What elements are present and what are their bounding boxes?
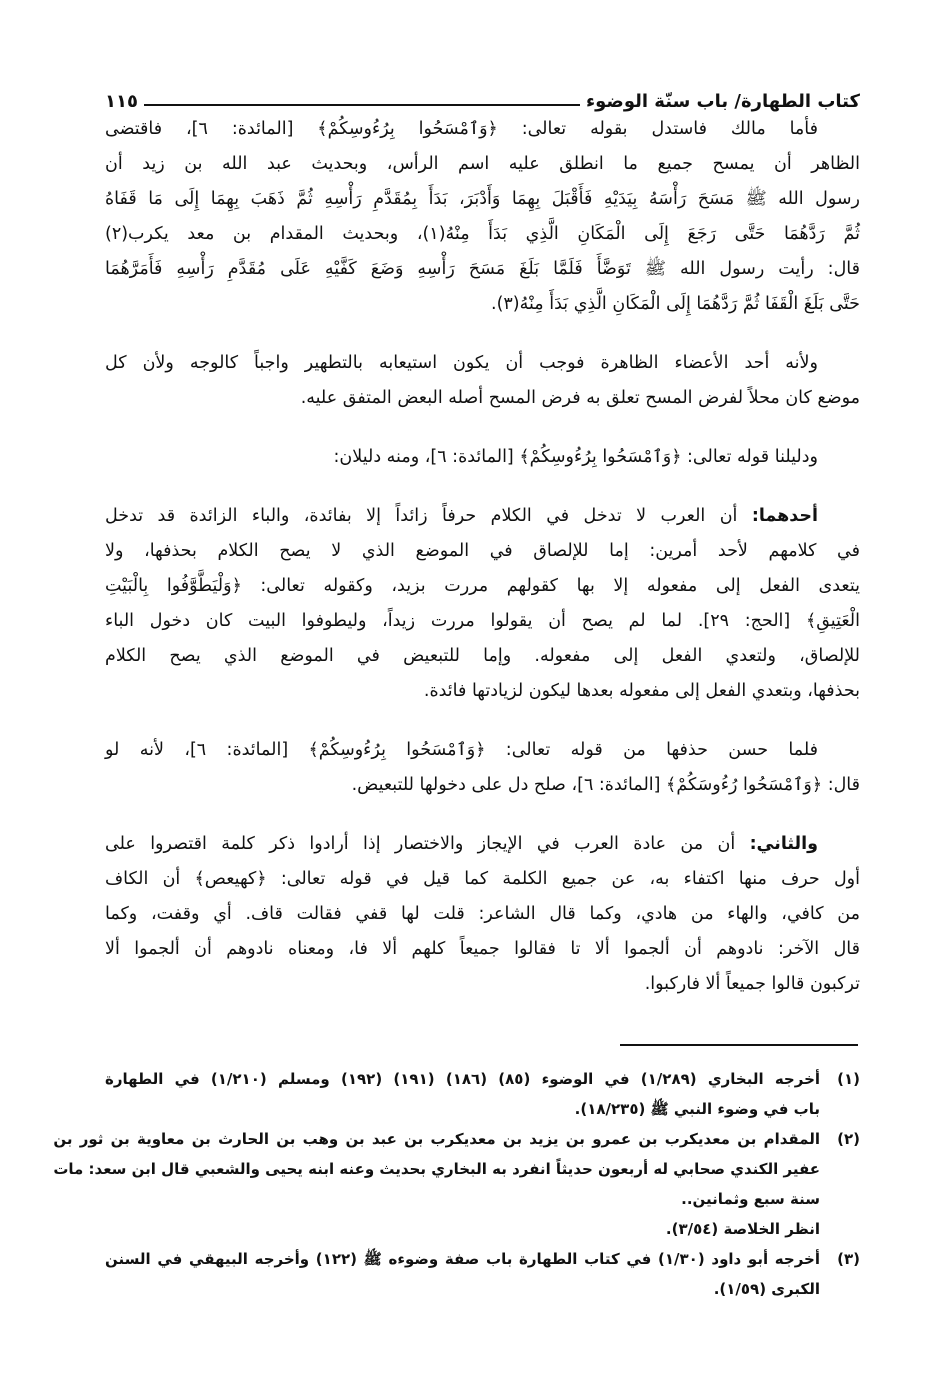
paragraph [105,440,860,475]
page-number: ١١٥ [105,90,138,112]
text-line [105,182,860,217]
line-text: ودليلنا قوله تعالى: ﴿وَٱمْسَحُوا بِرُءُوسِكُمْ﴾ [المائدة: ٦]، ومنه دليلان: [333,447,818,467]
text-line [105,217,860,252]
footnote-line: عفير الكندي صحابي له أربعون حديثاً انفرد به البخاري بحديث وعنه ابنه يحيى والشعبي قال ابن سعد: مات [53,1160,820,1178]
lead-term: أحدهما: [751,506,818,526]
line-text: من كافي، والهاء من هادي، وكما قال الشاعر: قلت لها قفي فقالت قاف. أي وقفت، وكما [105,904,860,924]
line-text: أن من عادة العرب في الإيجاز والاختصار إذا أرادوا ذكر كلمة اقتصروا على [105,834,750,854]
text-line [105,639,860,674]
text-line [105,534,860,569]
text-line [105,932,860,967]
line-text: ثُمَّ رَدَّهُمَا حَتَّى رَجَعَ إِلَى الْمَكَانِ الَّذِي بَدَأَ مِنْهُ(١)، وبحديث المقدام بن معد يكرب(٢) [105,224,860,244]
line-text: قال: ﴿وَٱمْسَحُوا رُءُوسَكُمْ﴾ [المائدة: ٦]، صلح دل على دخولها للتبعيض. [351,775,860,795]
paragraph [105,733,860,803]
footnote-line: المقدام بن معديكرب بن عمرو بن يزيد بن معديكرب بن عبد بن وهب بن الحارث بن معاوية بن ثور بن [53,1130,820,1148]
line-text: فلما حسن حذفها من قوله تعالى: ﴿وَٱمْسَحُوا بِرُءُوسِكُمْ﴾ [المائدة: ٦]، لأنه لو [105,740,818,760]
footnote [53,1124,860,1244]
footnote-marker: (١) [837,1070,860,1088]
text-line [105,499,860,534]
line-text: أول حرف منها اكتفاء به، عن جميع الكلمة كما قيل في قوله تعالى: ﴿كهيعص﴾ أن الكاف [105,869,860,889]
footnote-line: انظر الخلاصة (٣/٥٤). [665,1220,820,1238]
line-text: موضع كان محلاً لفرض المسح تعلق به فرض المسح أصله البعض المتفق عليه. [300,388,860,408]
line-text: في كلامهم لأحد أمرين: إما للإلصاق في الموضع الذي لا يصح الكلام بحذفها، ولا [105,541,860,561]
footnote-line: أخرجه البخاري (١/٢٨٩) في الوضوء (٨٥) (١٨٦) (١٩١) (١٩٢) ومسلم (١/٢١٠) في الطهارة [105,1070,821,1088]
text-line [105,733,860,768]
text-line [105,604,860,639]
line-text: حَتَّى بَلَغَ الْقَفَا ثُمَّ رَدَّهُمَا إِلَى الْمَكَانِ الَّذِي بَدَأَ مِنْهُ(٣). [491,294,860,314]
running-title: كتاب الطهارة/ باب سنّة الوضوء [585,90,860,112]
text-line [105,897,860,932]
text-line [105,381,860,416]
footnote-line: سنة سبع وثمانين.. [681,1190,820,1208]
paragraph [105,499,860,709]
text-line [105,287,860,322]
lead-term: والثاني: [749,834,818,854]
line-text: ولأنه أحد الأعضاء الظاهرة فوجب أن يكون استيعابه بالتطهير واجباً كالوجه ولأن كل [105,353,818,373]
line-text: تركبون قالوا جميعاً ألا فاركبوا. [644,974,860,994]
text-line [105,674,860,709]
text-line [105,346,860,381]
line-text: رسول الله ﷺ مَسَحَ رَأْسَهُ بِيَدَيْهِ فَأَقْبَلَ بِهِمَا وَأَدْبَرَ، بَدَأَ بِمُقَدَّمِ رَأْسِهِ ثُمَّ ذَهَبَ بِهِمَا إِلَى مَا قَفَاهُ [105,189,860,209]
text-line [105,252,860,287]
footnote-marker: (٣) [837,1250,860,1268]
main-text [105,112,860,1026]
line-text: الْعَتِيقِ﴾ [الحج: ٢٩]. لما لم يصح أن يقولوا مررت زيداً، وليطوفوا البيت كان دخول الباء [105,611,860,631]
line-text: أن العرب لا تدخل في الكلام حرفاً زائداً إلا بفائدة، والباء الزائدة قد تدخل [105,506,752,526]
text-line [105,440,860,475]
paragraph [105,112,860,322]
footnote-marker: (٢) [837,1130,860,1148]
line-text: الظاهر أن يمسح جميع ما انطلق عليه اسم الرأس، وبحديث عبد الله بن زيد أن [105,154,860,174]
text-line [105,112,860,147]
footnote-line: باب في وضوء النبي ﷺ (١٨/٢٣٥). [574,1100,820,1118]
paragraph [105,827,860,1002]
line-text: بحذفها، وبتعدي الفعل إلى مفعوله بعدها ليكون لزيادتها فائدة. [423,681,860,701]
text-line [105,147,860,182]
line-text: قال الآخر: نادوهم أن ألجموا ألا تا فقالوا جميعاً كلهم ألا فا، ومعناه نادوهم أن ألجموا ألا [105,939,860,959]
line-text: قال: رأيت رسول الله ﷺ تَوَضَّأَ فَلَمَّا بَلَغَ مَسَحَ رَأْسِهِ وَضَعَ كَفَّيْهِ عَلَى مُقَدَّمِ رَأْسِهِ فَأَمَرَّهُمَا [105,259,860,279]
text-line [105,862,860,897]
footnote [105,1244,860,1304]
line-text: للإلصاق، ولتعدي الفعل إلى مفعوله. وإما للتبعيض في الموضع الذي يصح الكلام [105,646,860,666]
footnotes [53,1064,860,1304]
footnote-divider [620,1044,858,1046]
text-line [105,569,860,604]
line-text: فأما مالك فاستدل بقوله تعالى: ﴿وَٱمْسَحُوا بِرُءُوسِكُمْ﴾ [المائدة: ٦]، فاقتضى [105,119,818,139]
text-line [105,827,860,862]
paragraph [105,346,860,416]
footnote-line: أخرجه أبو داود (١/٣٠) في كتاب الطهارة باب صفة وضوءه ﷺ (١٢٢) وأخرجه البيهقي في السنن [105,1250,820,1268]
text-line [105,967,860,1002]
footnote-line: الكبرى (١/٥٩). [713,1280,820,1298]
header-rule [144,104,580,106]
footnote [105,1064,860,1124]
line-text: يتعدى الفعل إلى مفعوله إلا بها كقولهم مررت بزيد، وكقوله تعالى: ﴿وَلْيَطَّوَّفُوا بِالْبَيْتِ [105,576,860,596]
text-line [105,768,860,803]
